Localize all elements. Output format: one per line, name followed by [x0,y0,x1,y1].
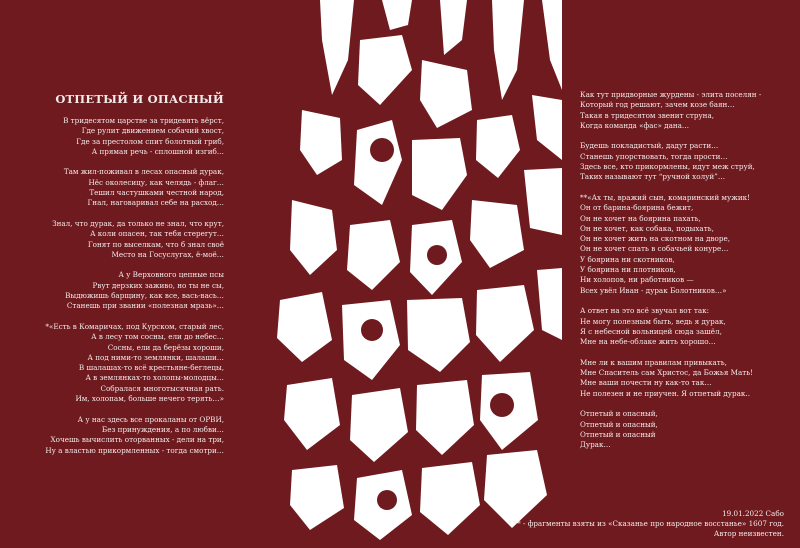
poem-line: Он не хочет на боярина пахать, [580,213,701,223]
stanza [20,167,224,208]
stanza [20,116,224,157]
stanza [580,141,785,182]
poem-line: Гонят по выселкам, что б знал своё [87,239,224,249]
date-author: 19.01.2022 Сабо [722,509,784,518]
poem-line: А в землянках-то холопы-молодцы… [85,373,224,383]
poem-line: А под ними-то землянки, шалаши… [87,352,224,362]
stanza [20,415,224,456]
poem-line: Станешь упорствовать, тогда прости… [580,151,728,161]
poem-line: Знал, что дурак, да только не знал, что крут, [52,218,224,228]
poem-line: Без принуждения, а по любви… [101,424,224,434]
poem-line: А коли опасен, так тебя стерегут… [90,229,224,239]
poem-line: Здесь все, кто прикормлены, идут меж струй, [580,162,755,172]
poem-line: А у Верховного цепные псы [118,270,224,280]
poem-line: Всех увёл Иван - дурак Болотников…» [580,285,727,295]
poem-line: У боярина ни плотников, [580,265,676,275]
poem-line: Где за престолом спит болотный гриб, [76,136,224,146]
poem-line: Им, холопам, больше нечего терять…» [75,394,224,404]
poem-line: Выдюжишь барщину, как все, вась-вась… [65,291,224,301]
poem-line: У боярина ни скотников, [580,254,675,264]
poem-right-column [580,90,785,461]
poem-line: Отпетый и опасный, [580,409,658,419]
stanza [580,90,785,131]
poem-line: Он не хочет жить на скотном на дворе, [580,234,730,244]
stanza [580,193,785,296]
poem-line: Отпетый и опасный [580,429,656,439]
poem-line: Сосны, ели да берёзы хороши, [107,342,224,352]
poem-line: Мне ваши почести ну как-то так… [580,378,712,388]
poem-line: Мне на небе-облаке жить хорошо… [580,337,716,347]
stanza [20,219,224,260]
poem-line: Где рулит движением собачий хвост, [81,126,224,136]
poem-line: Он не хочет, как собака, подыхать, [580,223,714,233]
poem-line: Такая в тридесятом звенит струна, [580,110,715,120]
poem-line: В тридесятом царстве за тридевять вёрст, [63,116,224,125]
poem-line: А у нас здесь все прокаланы от ОРВИ, [77,414,224,424]
poem-line: *«Есть в Комаричах, под Курском, старый лес, [45,321,224,331]
poem-line: А ответ на это всё звучал вот так: [580,306,710,316]
woodcut-graphic [262,0,562,548]
stanza [580,409,785,450]
poem-line: Он не хочет спать в собачьей конуре… [580,244,729,254]
source-note-author: Автор неизвестен. [713,529,784,538]
footer-credits [508,509,784,539]
poem-line: Собралася многотысячная рать. [100,383,224,393]
poem-line: Мне Спаситель сам Христос, да Божья Мать! [580,368,754,378]
poem-line: Ни холопов, ни работников — [580,275,694,285]
poem-line: Тешил частушками честной народ, [89,188,224,198]
poem-line: Отпетый и опасный, [580,419,658,429]
poem-line: Который год решают, зачем козе баян… [580,100,735,110]
poem-line: Мне ли к вашим правилам привыкать, [580,357,727,367]
stanza [580,358,785,399]
poem-line: Не могу полезным быть, ведь я дурак, [580,316,726,326]
poem-line: Хочешь вычислить оторванных - дели на три, [50,435,224,445]
poem-line: Дурак… [580,440,611,450]
stanza [580,306,785,347]
poem-line: Ну а властью прикормленных - тогда смотри… [45,445,224,455]
poem-line: Гнал, наговаривал себе на расход… [87,198,224,208]
poem-title: ОТПЕТЫЙ И ОПАСНЫЙ [55,92,224,106]
poem-line: Станешь при звании «полезная мразь»… [66,301,224,311]
poem-line: Когда команда «фас» дана… [580,120,690,130]
source-note: *,** - фрагменты взяты из «Сказанье про народное восстанье» 1607 год. [507,519,784,528]
poem-line: А в лесу том сосны, ели до небес… [91,332,224,342]
poem-line: Рвут дерзких заживо, но ты не сы, [92,280,224,290]
poem-line: Нёс околесицу, как челядь - флаг… [88,177,224,187]
poem-line: Я с небесной вольницей сюда зашёл, [580,326,722,336]
poem-line: Не полезен и не приучен. Я отпетый дурак.. [580,388,750,398]
poem-line: А прямая речь - сплошной изгиб… [91,146,224,156]
stanza [20,270,224,311]
stanza [20,322,224,404]
poem-line: Будешь покладистый, дадут расти… [580,141,719,151]
poem-line: **«Ах ты, вражий сын, комаринский мужик! [580,192,751,202]
poem-line: Как тут придворные журдены - элита поселян - [580,90,762,99]
poem-line: Место на Госуслугах, ё-моё… [111,249,224,259]
poem-line: В шалашах-то всё крестьяне-беглецы, [78,363,224,373]
poem-line: Таких называют тут “ручной холуй”… [580,172,726,182]
poem-left-column [20,92,224,466]
poem-line: Там жил-поживал в лесах опасный дурак, [63,167,224,177]
poem-line: Он от барина-боярина бежит, [580,203,694,213]
